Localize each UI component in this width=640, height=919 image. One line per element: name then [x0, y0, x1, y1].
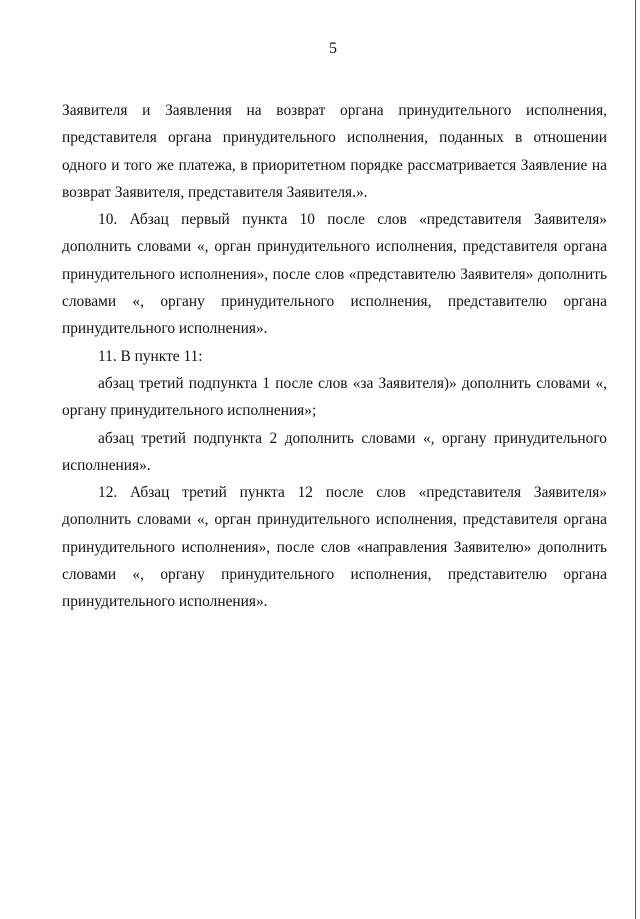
paragraph-continuation: Заявителя и Заявления на возврат органа принудительного исполнения, представителя органа принудительного исполнения, поданных в отношении одного и того же платежа, в приоритетном порядке рассматривается Заявление на возврат Заявителя, представителя Заявителя.». — [62, 102, 607, 201]
paragraph-item-11-sub-2: абзац третий подпункта 2 дополнить словами «, органу принудительного исполнения». — [62, 429, 607, 474]
paragraph-item-12: 12. Абзац третий пункта 12 после слов «представителя Заявителя» дополнить словами «, орган принудительного исполнения, представителя органа принудительного исполнения», после слов «направления Заявителю» дополнить словами «, органу принудительного исполнения, представителю органа принудительного исполнения». — [62, 484, 607, 611]
page-edge-line — [635, 0, 636, 919]
paragraph-item-11: 11. В пункте 11: — [98, 347, 203, 365]
page-number: 5 — [329, 40, 337, 57]
paragraph-item-10: 10. Абзац первый пункта 10 после слов «представителя Заявителя» дополнить словами «, орган принудительного исполнения, представителя органа принудительного исполнения», после слов «представителю Заявителя» дополнить словами «, органу принудительного исполнения, представителю органа принудительного исполнения». — [62, 211, 607, 338]
paragraph-item-11-sub-1: абзац третий подпункта 1 после слов «за Заявителя)» дополнить словами «, органу принудительного исполнения»; — [62, 374, 607, 420]
document-body — [62, 97, 607, 616]
